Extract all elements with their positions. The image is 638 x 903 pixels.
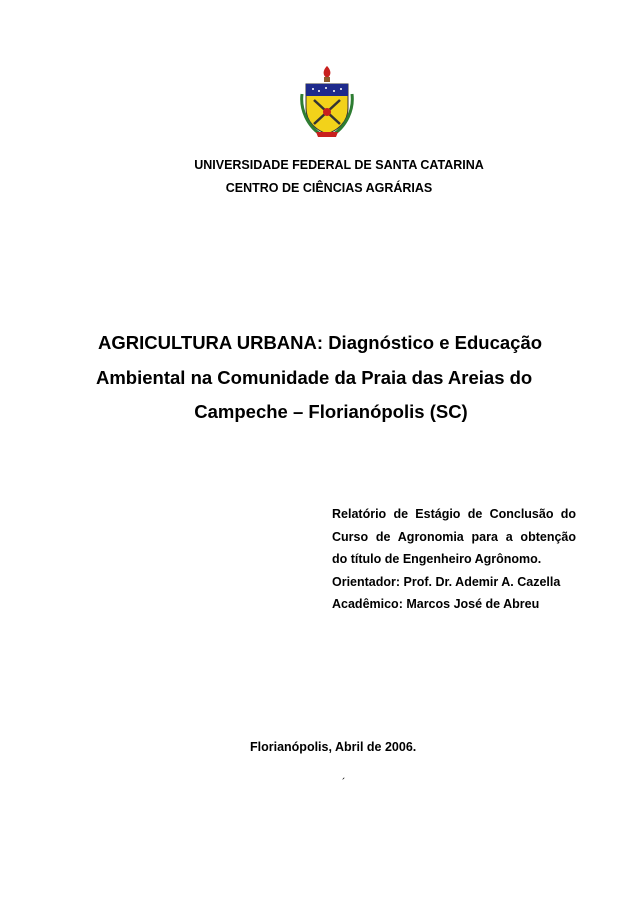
institution-name: UNIVERSIDADE FEDERAL DE SANTA CATARINA xyxy=(194,158,484,172)
university-seal-icon xyxy=(298,64,356,138)
title-line-1: AGRICULTURA URBANA: Diagnóstico e Educação xyxy=(98,332,543,353)
report-line-2: Curso de Agronomia para a obtenção xyxy=(332,529,576,544)
title-line-3: Campeche – Florianópolis (SC) xyxy=(194,401,468,422)
place-and-date: Florianópolis, Abril de 2006. xyxy=(250,740,417,754)
advisor-line: Orientador: Prof. Dr. Ademir A. Cazella xyxy=(332,574,561,589)
center-name: CENTRO DE CIÊNCIAS AGRÁRIAS xyxy=(225,181,433,195)
report-line-1: Relatório de Estágio de Conclusão do xyxy=(332,507,576,521)
title-line-2: Ambiental na Comunidade da Praia das Areias do xyxy=(96,367,533,388)
student-line: Acadêmico: Marcos José de Abreu xyxy=(332,597,540,611)
report-line-3: do título de Engenheiro Agrônomo. xyxy=(332,552,542,566)
stray-mark: ´ xyxy=(342,777,346,789)
report-description xyxy=(332,503,576,616)
